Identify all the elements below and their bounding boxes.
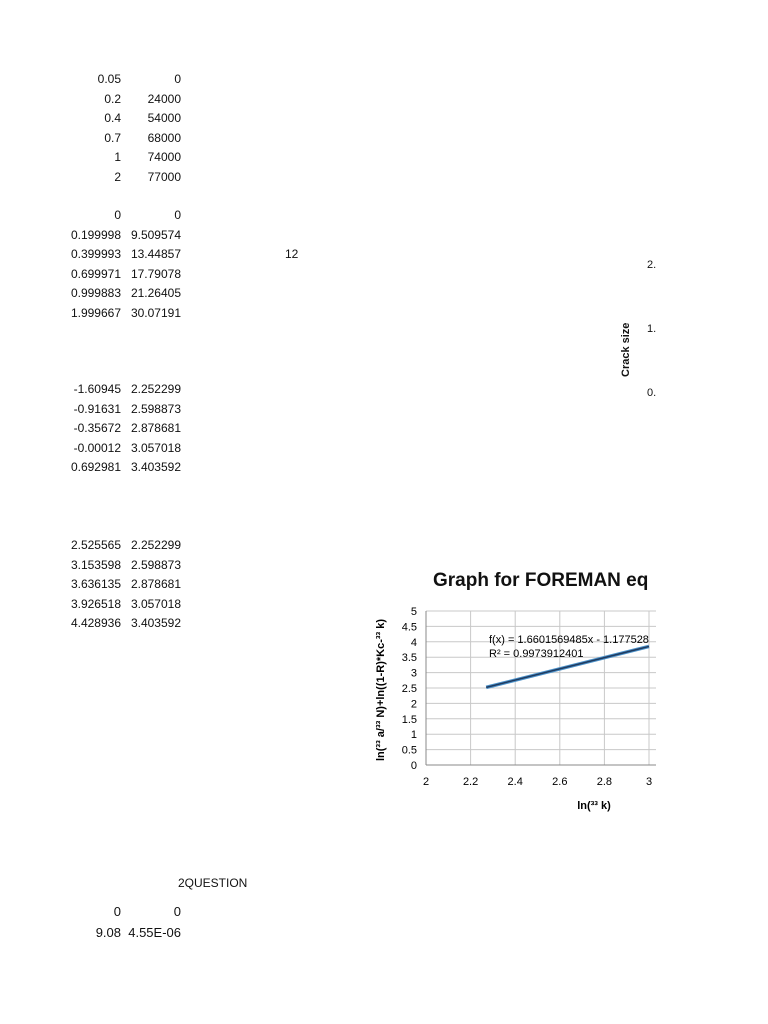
- table-cell: 0.05: [97, 72, 121, 86]
- table-cell: 0.4: [104, 111, 121, 125]
- x-tick-label: 2.4: [507, 776, 523, 788]
- stray-cell-value: 12: [285, 247, 299, 261]
- y-tick-label: 0.5: [401, 744, 417, 757]
- side-chart-ylabel: Crack size: [620, 322, 632, 377]
- table-cell: 3.057018: [130, 440, 181, 455]
- table-cell: 2.525565: [70, 538, 121, 552]
- table-cell: 0.999883: [70, 286, 121, 300]
- table-cell: 2: [114, 169, 121, 184]
- table-cell: 0: [174, 72, 181, 86]
- table-cell: -0.00012: [73, 440, 121, 455]
- table-cell: 2.598873: [130, 557, 181, 572]
- side-chart-tick: 2.: [647, 259, 656, 271]
- table-cell: 24000: [147, 91, 181, 106]
- y-tick-label: 1: [410, 729, 417, 742]
- table-cell: 3.926518: [70, 596, 121, 611]
- table-cell: 0: [174, 208, 181, 222]
- y-axis-label: ln(³³ a/³³ N)+ln((1-R)*Kc-³³ k): [375, 618, 387, 762]
- table-cell: 0: [114, 208, 121, 222]
- table-cell: 0: [173, 904, 181, 919]
- y-tick-label: 3: [410, 667, 417, 680]
- table-cell: 13.44857: [130, 247, 181, 261]
- table-cell: 74000: [147, 150, 181, 164]
- y-tick-label: 1.5: [401, 713, 417, 726]
- y-tick-label: 5: [410, 606, 417, 618]
- table-cell: 2.252299: [130, 382, 181, 396]
- question-label: 2QUESTION: [178, 876, 248, 890]
- table-cell: 9.509574: [130, 227, 181, 242]
- table-cell: 2.598873: [130, 401, 181, 416]
- table-cell: 30.07191: [130, 305, 181, 320]
- table-cell: 68000: [147, 130, 181, 145]
- table-cell: 1.999667: [70, 305, 121, 320]
- y-tick-label: 4: [410, 636, 417, 649]
- x-tick-label: 2.6: [552, 776, 568, 788]
- table-cell: 4.55E-06: [128, 925, 181, 940]
- x-axis-label: ln(³³ k): [577, 800, 611, 812]
- side-chart-tick: 0.: [647, 387, 656, 399]
- table-cell: 0.7: [104, 130, 121, 145]
- side-chart-fragment: [610, 240, 656, 410]
- table-cell: 21.26405: [130, 286, 181, 300]
- side-chart-tick: 1.: [647, 323, 656, 335]
- table-cell: 2.878681: [130, 421, 181, 435]
- table-cell: 2.252299: [130, 538, 181, 552]
- table-cell: 2.878681: [130, 577, 181, 591]
- trendline-equation: f(x) = 1.6601569485x - 1.177528: [489, 634, 649, 646]
- table-cell: 0.399993: [70, 247, 121, 261]
- table-cell: 0: [113, 904, 121, 919]
- table-cell: 0.199998: [70, 227, 121, 242]
- x-tick-label: 3: [645, 776, 653, 788]
- table-cell: 54000: [147, 111, 181, 125]
- table-cell: -0.91631: [73, 401, 121, 416]
- table-cell: 3.153598: [70, 557, 121, 572]
- table-cell: 3.403592: [130, 460, 181, 474]
- table-cell: 3.403592: [130, 616, 181, 630]
- y-tick-label: 0: [410, 760, 417, 772]
- table-cell: -0.35672: [73, 421, 121, 435]
- foreman-chart: [360, 560, 656, 820]
- chart-plot: [360, 560, 656, 820]
- y-tick-label: 2: [410, 698, 417, 711]
- table-cell: 0.699971: [70, 266, 121, 281]
- table-cell: 0.692981: [70, 460, 121, 474]
- table-cell: -1.60945: [73, 382, 121, 396]
- table-cell: 4.428936: [70, 616, 121, 630]
- table-cell: 0.2: [104, 91, 121, 106]
- r-squared-label: R² = 0.9973912401: [489, 648, 584, 660]
- y-tick-label: 2.5: [401, 683, 417, 695]
- x-tick-label: 2.8: [596, 776, 613, 788]
- table-cell: 3.636135: [70, 577, 121, 591]
- x-tick-label: 2.2: [462, 776, 479, 788]
- y-tick-label: 4.5: [401, 621, 417, 634]
- chart-title: Graph for FOREMAN eq: [433, 570, 649, 591]
- table-cell: 1: [114, 150, 121, 164]
- y-tick-label: 3.5: [401, 652, 417, 665]
- table-cell: 77000: [147, 169, 181, 184]
- x-tick-label: 2: [422, 776, 430, 788]
- table-cell: 9.08: [95, 925, 121, 940]
- table-cell: 3.057018: [130, 596, 181, 611]
- table-cell: 17.79078: [130, 266, 181, 281]
